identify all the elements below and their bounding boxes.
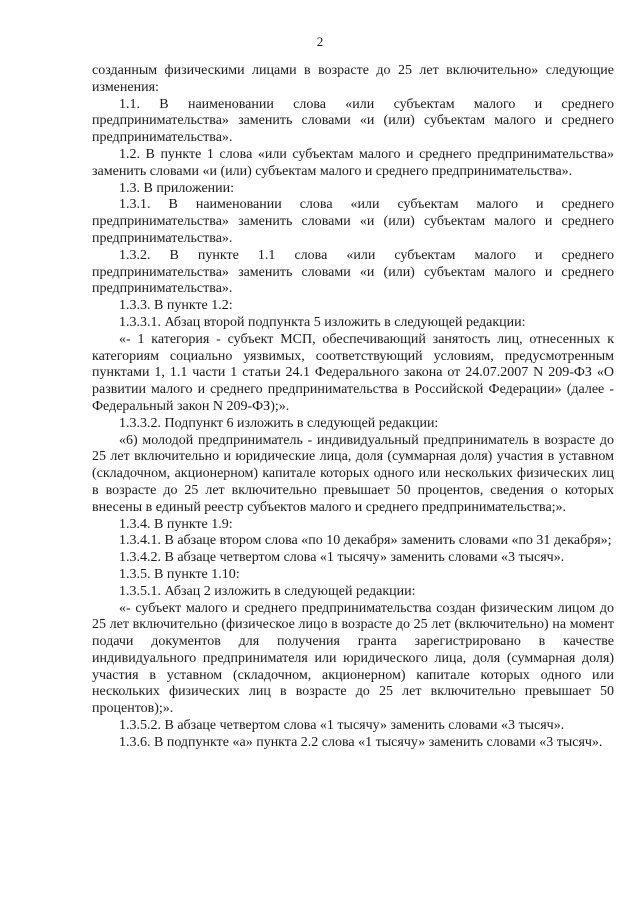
paragraph: «6) молодой предприниматель - индивидуальный предприниматель в возрасте до 25 лет включительно и юридические лица, доля (суммарная доля) участия в уставном (складочном, акционерном) капитале которых одного или нескольких физических лиц в возрасте до 25 лет включительно превышает 50 процентов, сведения о которых внесены в единый реестр субъектов малого и среднего предпринимательства;». — [92, 432, 614, 515]
page-number: 2 — [316, 34, 324, 49]
paragraph: 1.3.2. В пункте 1.1 слова «или субъектам малого и среднего предпринимательства» заменить словами «и (или) субъектам малого и среднего предпринимательства». — [92, 247, 614, 297]
paragraph: 1.3.4.1. В абзаце втором слова «по 10 декабря» заменить словами «по 31 декабря»; — [119, 533, 612, 549]
document-body — [92, 63, 614, 752]
paragraph: 1.3.3.1. Абзац второй подпункта 5 изложить в следующей редакции: — [119, 314, 526, 330]
paragraph: 1.3.4. В пункте 1.9: — [119, 516, 233, 532]
paragraph: 1.3.5. В пункте 1.10: — [119, 566, 240, 582]
paragraph: 1.2. В пункте 1 слова «или субъектам малого и среднего предпринимательства» заменить словами «и (или) субъектам малого и среднего предпринимательства». — [92, 146, 614, 179]
paragraph: 1.1. В наименовании слова «или субъектам малого и среднего предпринимательства» заменить словами «и (или) субъектам малого и среднего предпринимательства». — [92, 96, 614, 146]
paragraph: 1.3.3.2. Подпункт 6 изложить в следующей редакции: — [119, 415, 439, 431]
paragraph: созданным физическими лицами в возрасте до 25 лет включительно» следующие изменения: — [92, 63, 614, 95]
paragraph: «- 1 категория - субъект МСП, обеспечивающий занятость лиц, отнесенных к категориям социально уязвимых, соответствующий условиям, предусмотренным пунктами 1, 1.1 части 1 статьи 24.1 Федерального закона от 24.07.2007 N 209-ФЗ «О развитии малого и среднего предпринимательства в Российской Федерации» (далее - Федеральный закон N 209-ФЗ);». — [92, 331, 614, 414]
paragraph: 1.3.1. В наименовании слова «или субъектам малого и среднего предпринимательства» заменить словами «и (или) субъектам малого и среднего предпринимательства». — [92, 197, 614, 246]
paragraph: 1.3. В приложении: — [119, 180, 235, 196]
paragraph: 1.3.6. В подпункте «а» пункта 2.2 слова «1 тысячу» заменить словами «3 тысяч». — [119, 734, 603, 750]
paragraph: 1.3.5.1. Абзац 2 изложить в следующей редакции: — [119, 583, 416, 599]
paragraph: «- субъект малого и среднего предпринимательства создан физическим лицом до 25 лет включительно (физическое лицо в возрасте до 25 лет (включительно) на момент подачи документов для получения гранта зарегистрировано в качестве индивидуального предпринимателя или юридического лица, доля (суммарная доля) участия в уставном (складочном, акционерном) капитале которых одного или нескольких физических лиц в возрасте до 25 лет включительно превышает 50 процентов);». — [92, 600, 614, 717]
paragraph: 1.3.4.2. В абзаце четвертом слова «1 тысячу» заменить словами «3 тысяч». — [119, 550, 565, 566]
paragraph: 1.3.3. В пункте 1.2: — [119, 298, 233, 314]
paragraph: 1.3.5.2. В абзаце четвертом слова «1 тысячу» заменить словами «3 тысяч». — [119, 718, 565, 734]
